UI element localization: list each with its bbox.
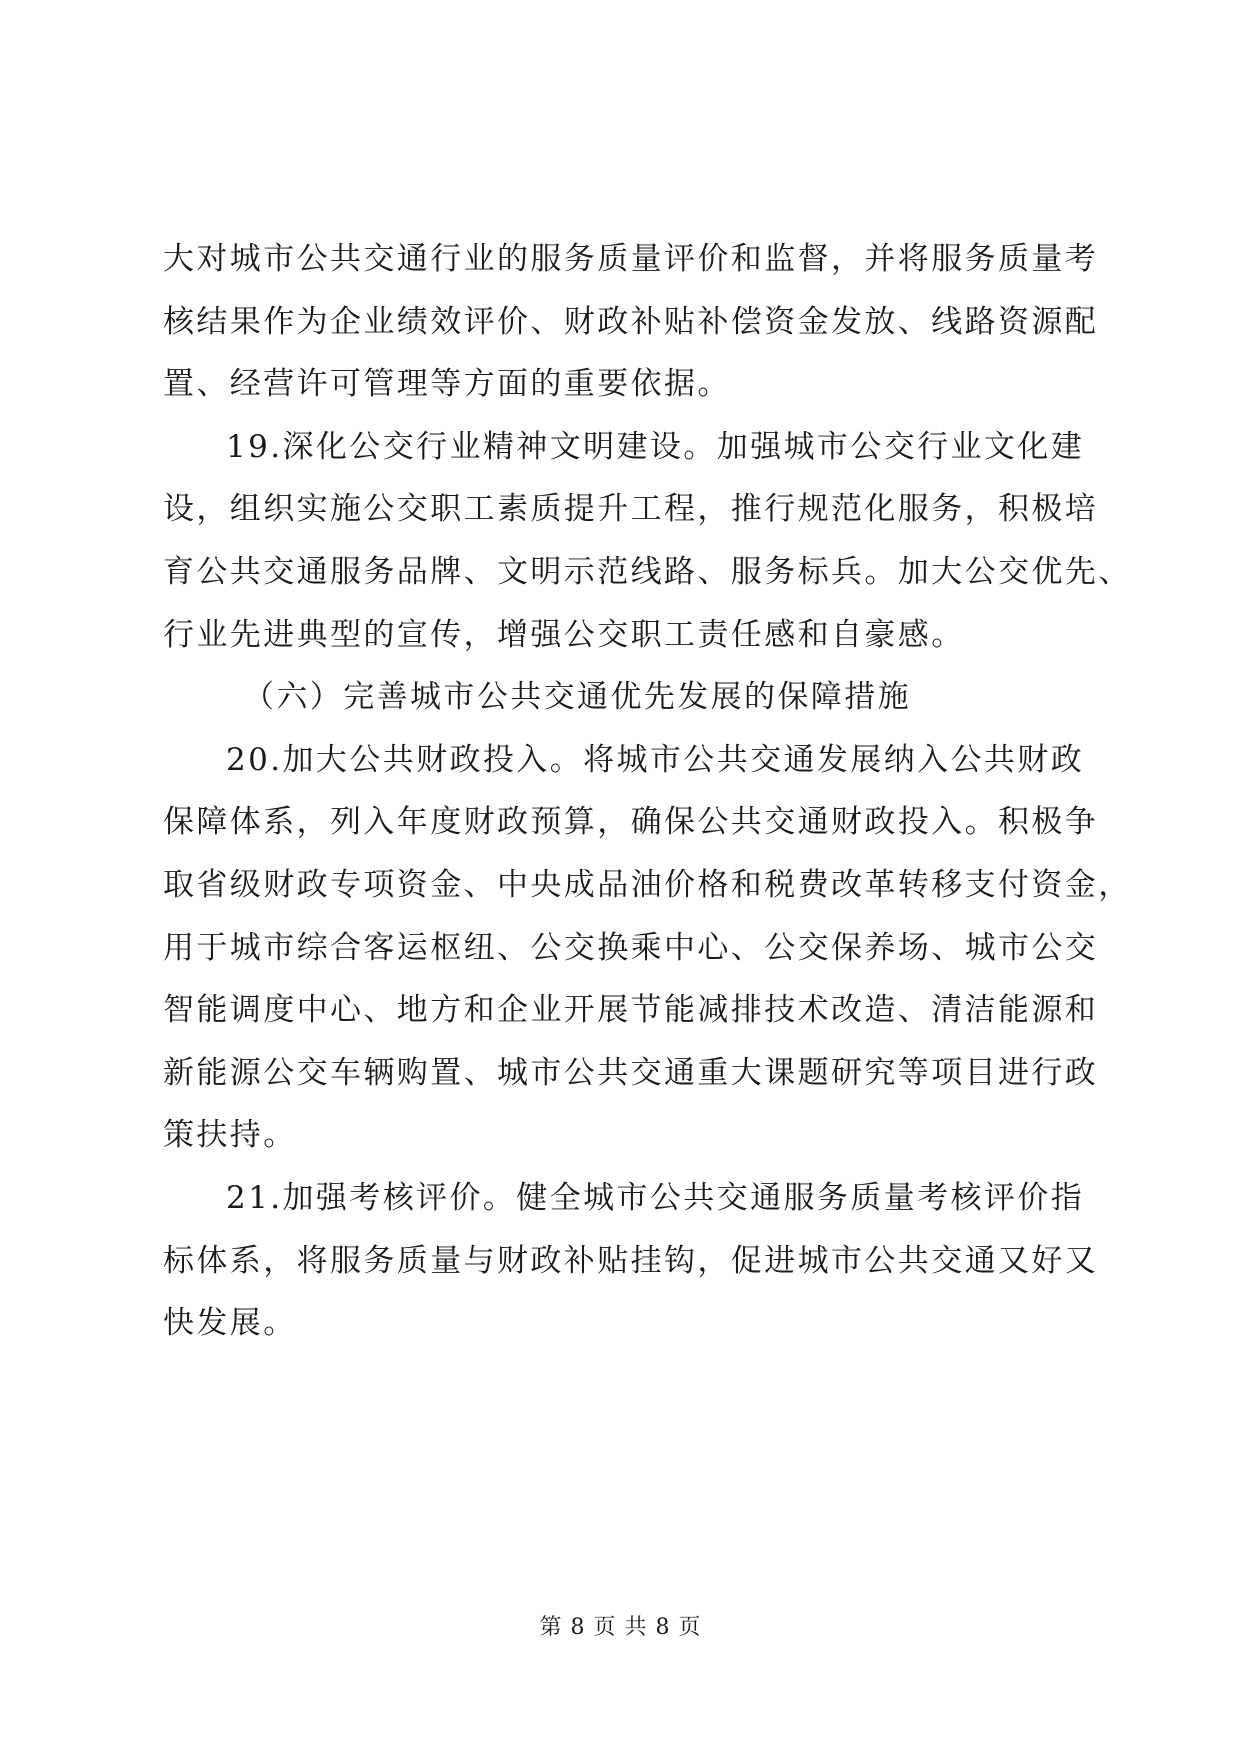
text-line: 新能源公交车辆购置、城市公共交通重大课题研究等项目进行政 (163, 1054, 1099, 1091)
text-line: 大对城市公共交通行业的服务质量评价和监督，并将服务质量考 (163, 241, 1099, 277)
text-line: 标体系，将服务质量与财政补贴挂钩，促进城市公共交通又好又 (163, 1242, 1099, 1279)
text-line: 置、经营许可管理等方面的重要依据。 (163, 366, 731, 403)
text-line: 育公共交通服务品牌、文明示范线路、服务标兵。加大公交优先、 (163, 553, 1132, 590)
text-line: 策扶持。 (163, 1117, 297, 1154)
text-line: 保障体系，列入年度财政预算，确保公共交通财政投入。积极争 (163, 804, 1099, 841)
page-footer (0, 1610, 1241, 1641)
paragraph-21-start: 21.加强考核评价。健全城市公共交通服务质量考核评价指 (226, 1179, 1085, 1216)
text-line: 取省级财政专项资金、中央成品油价格和税费改革转移支付资金， (163, 866, 1132, 903)
page-number-label: 第 8 页 共 8 页 (539, 1615, 702, 1640)
text-line: 用于城市综合客运枢纽、公交换乘中心、公交保养场、城市公交 (163, 929, 1099, 966)
paragraph-20-start: 20.加大公共财政投入。将城市公共交通发展纳入公共财政 (226, 741, 1085, 778)
section-heading: （六）完善城市公共交通优先发展的保障措施 (243, 679, 911, 716)
text-line: 智能调度中心、地方和企业开展节能减排技术改造、清洁能源和 (163, 992, 1099, 1029)
paragraph-19-start: 19.深化公交行业精神文明建设。加强城市公交行业文化建 (226, 428, 1085, 465)
text-line: 设，组织实施公交职工素质提升工程，推行规范化服务，积极培 (163, 491, 1099, 528)
text-line: 快发展。 (163, 1305, 297, 1342)
text-line: 核结果作为企业绩效评价、财政补贴补偿资金发放、线路资源配 (163, 303, 1099, 340)
document-body (163, 228, 1132, 1355)
text-line: 行业先进典型的宣传，增强公交职工责任感和自豪感。 (163, 616, 965, 653)
